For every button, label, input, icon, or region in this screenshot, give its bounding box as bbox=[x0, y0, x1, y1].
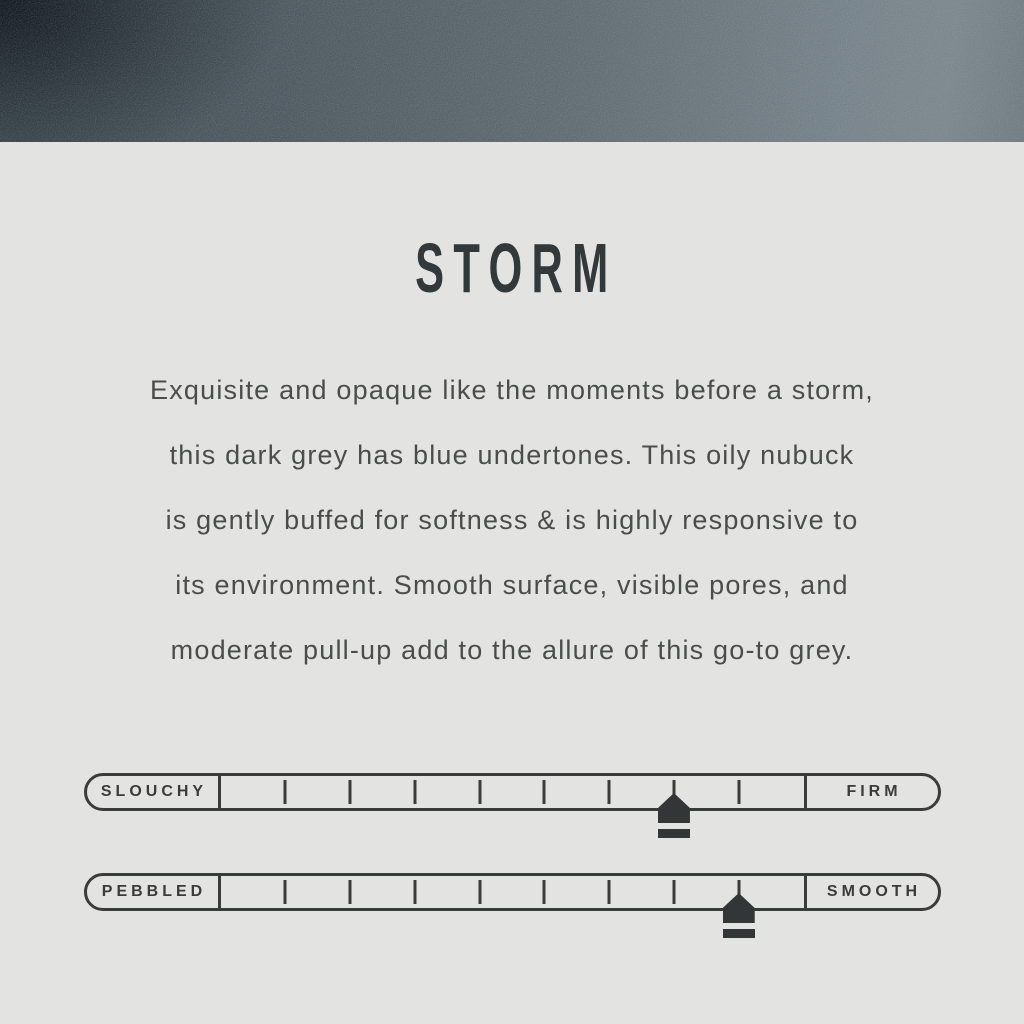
drape-scale-track bbox=[84, 773, 941, 811]
texture-scale-left-cap bbox=[87, 876, 221, 908]
description-line: is gently buffed for softness & is highly responsive to bbox=[165, 505, 859, 535]
tick-mark bbox=[608, 780, 611, 804]
marker-underline-bar bbox=[658, 829, 690, 838]
marker-pointer-icon bbox=[723, 893, 755, 923]
description-paragraph bbox=[0, 358, 1024, 683]
texture-scale-right-cap bbox=[804, 876, 938, 908]
drape-scale-left-label: SLOUCHY bbox=[100, 783, 208, 800]
tick-mark bbox=[284, 880, 287, 904]
tick-mark bbox=[543, 780, 546, 804]
description-line: moderate pull-up add to the allure of this go-to grey. bbox=[170, 635, 854, 665]
description-line: its environment. Smooth surface, visible pores, and bbox=[175, 570, 849, 600]
texture-scale bbox=[84, 873, 941, 911]
tick-mark bbox=[349, 780, 352, 804]
texture-scale-position-marker bbox=[723, 893, 755, 938]
marker-pointer-icon bbox=[658, 793, 690, 823]
page-title: STORM bbox=[415, 229, 618, 307]
texture-scale-track bbox=[84, 873, 941, 911]
drape-scale-right-cap bbox=[804, 776, 938, 808]
texture-scale-tick-area bbox=[221, 876, 804, 908]
texture-scale-left-label: PEBBLED bbox=[101, 883, 207, 900]
tick-mark bbox=[413, 780, 416, 804]
tick-mark bbox=[413, 880, 416, 904]
leather-grain-texture bbox=[0, 0, 1024, 142]
drape-scale-left-cap bbox=[87, 776, 221, 808]
description-line: this dark grey has blue undertones. This oily nubuck bbox=[169, 440, 855, 470]
texture-scale-right-label: SMOOTH bbox=[826, 883, 922, 900]
drape-scale-position-marker bbox=[658, 793, 690, 838]
marker-underline-bar bbox=[723, 929, 755, 938]
drape-scale-tick-area bbox=[221, 776, 804, 808]
tick-mark bbox=[543, 880, 546, 904]
tick-mark bbox=[284, 780, 287, 804]
tick-mark bbox=[737, 780, 740, 804]
description-line: Exquisite and opaque like the moments before a storm, bbox=[150, 375, 874, 405]
drape-scale-right-label: FIRM bbox=[846, 783, 902, 800]
tick-mark bbox=[672, 880, 675, 904]
tick-mark bbox=[608, 880, 611, 904]
tick-mark bbox=[478, 880, 481, 904]
tick-mark bbox=[478, 780, 481, 804]
leather-swatch-image bbox=[0, 0, 1024, 142]
drape-scale bbox=[84, 773, 941, 811]
tick-mark bbox=[349, 880, 352, 904]
